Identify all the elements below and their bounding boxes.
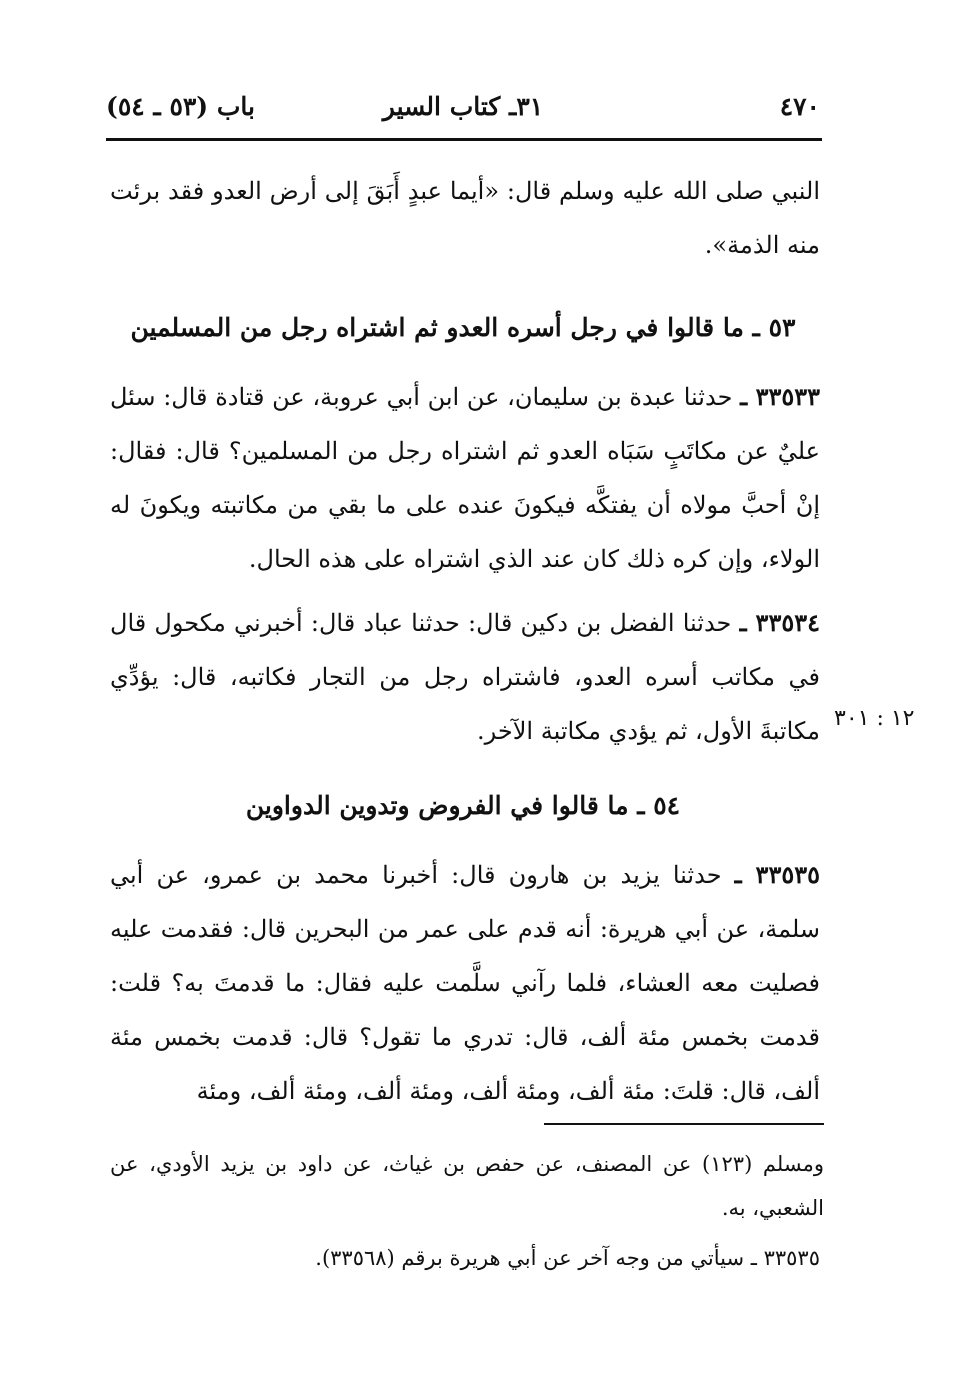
hadith-number: ٣٣٥٣٣ ـ	[740, 382, 821, 411]
footnote-divider	[544, 1123, 824, 1125]
hadith-33533	[110, 370, 820, 586]
hadith-33535	[110, 848, 820, 1118]
section-heading-53: ٥٣ ـ ما قالوا في رجل أسره العدو ثم اشتراه رجل من المسلمين	[130, 313, 796, 342]
footnote-1: ومسلم (١٢٣) عن المصنف، عن حفص بن غياث، عن داود بن يزيد الأودي، عن الشعبي، به.	[110, 1152, 824, 1220]
hadith-33534	[110, 596, 820, 758]
page-number: ٤٧٠	[779, 92, 820, 121]
chapter-range: باب (٥٣ ـ ٥٤)	[106, 92, 255, 121]
intro-paragraph: النبي صلى الله عليه وسلم قال: «أيما عبدٍ أَبَقَ إلى أرض العدو فقد برئت منه الذمة».	[110, 177, 820, 259]
hadith-text: حدثنا الفضل بن دكين قال: حدثنا عباد قال: أخبرني مكحول قال في مكاتب أسره العدو، فاشتراه رجل من التجار فكاتبه، قال: يؤدِّي مكاتبةَ الأول، ثم يؤدي مكاتبة الآخر.	[110, 609, 820, 745]
running-header	[106, 92, 820, 132]
hadith-number: ٣٣٥٣٤ ـ	[739, 608, 820, 637]
hadith-text: حدثنا يزيد بن هارون قال: أخبرنا محمد بن عمرو، عن أبي سلمة، عن أبي هريرة: أنه قدم على عمر من البحرين قال: فقدمت عليه فصليت معه العشاء، فلما رآني سلَّمت عليه فقال: ما قدمتَ به؟ قلت: قدمت بخمس مئة ألف، قال: تدري ما تقول؟ قال: قدمت بخمس مئة ألف، قال: قلتَ: مئة ألف، ومئة ألف، ومئة ألف، ومئة ألف، ومئة	[110, 861, 820, 1105]
book-title: ٣١ـ كتاب السير	[382, 92, 544, 121]
margin-reference: ١٢ : ٣٠١	[834, 706, 915, 731]
section-heading-54: ٥٤ ـ ما قالوا في الفروض وتدوين الدواوين	[245, 791, 681, 820]
footnote-2: ٣٣٥٣٥ ـ سيأتي من وجه آخر عن أبي هريرة برقم (٣٣٥٦٨).	[315, 1246, 820, 1270]
header-divider	[106, 138, 822, 141]
hadith-number: ٣٣٥٣٥ ـ	[734, 860, 820, 889]
hadith-text: حدثنا عبدة بن سليمان، عن ابن أبي عروبة، عن قتادة قال: سئل عليٌ عن مكاتَبٍ سَبَاه العدو ثم اشتراه رجل من المسلمين؟ قال: فقال: إنْ أحبَّ مولاه أن يفتكَّه فيكونَ عنده على ما بقي من مكاتبته ويكونَ له الولاء، وإن كره ذلك كان عند الذي اشتراه على هذه الحال.	[110, 383, 820, 573]
